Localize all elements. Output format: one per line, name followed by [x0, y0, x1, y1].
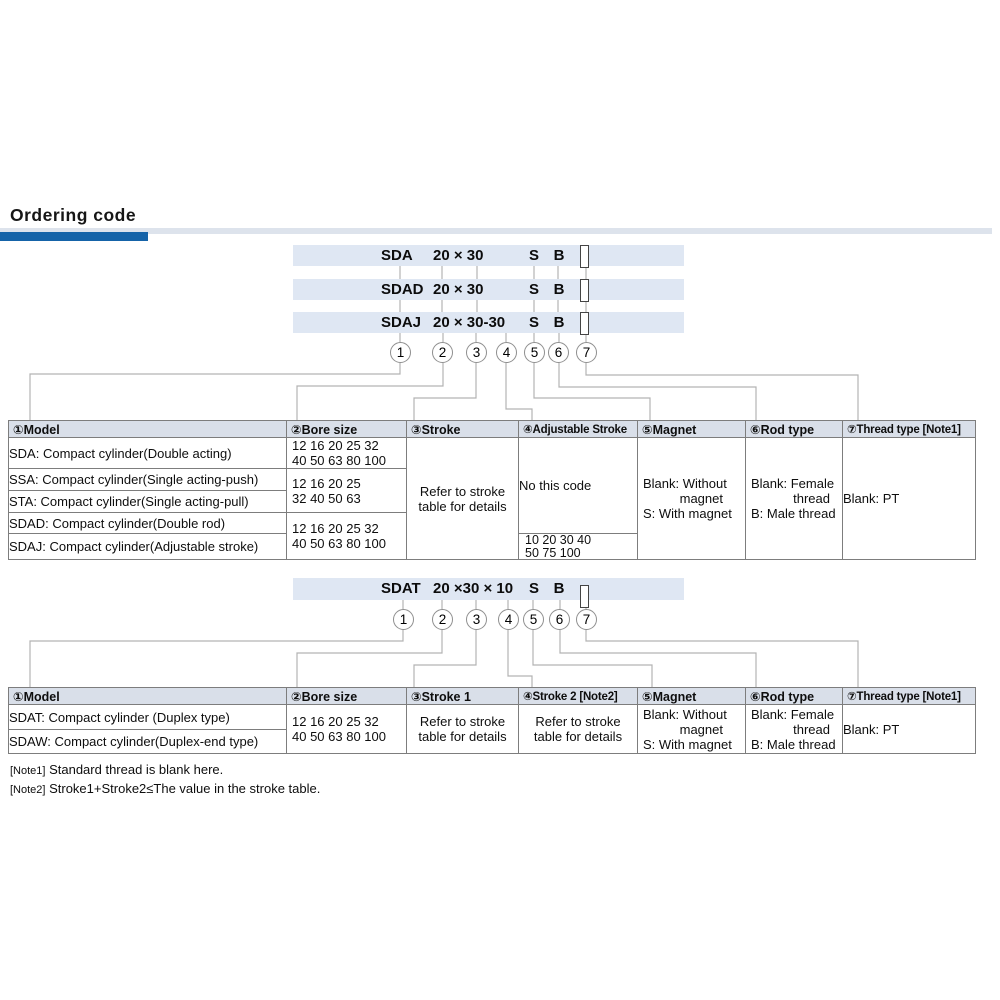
rod-line: Blank: Female: [751, 706, 835, 722]
code-rod: B: [553, 580, 565, 597]
page-title: Ordering code: [10, 205, 137, 225]
adj-line: 10 20 30 40: [525, 533, 592, 547]
col-header-stroke: ③Stroke: [407, 421, 519, 438]
position-circle-1: 1: [393, 609, 414, 630]
magnet-line: magnet: [679, 721, 723, 737]
col-header-magnet: ⑤Magnet: [638, 421, 746, 438]
col-header-bore: ②Bore size: [287, 421, 407, 438]
code-bar-sdad: [293, 279, 684, 300]
stroke-line: Refer to stroke: [535, 714, 621, 729]
code-model: SDA: [381, 247, 413, 264]
magnet-line: Blank: Without: [643, 476, 727, 491]
bore-sdad-sdaj: [287, 513, 407, 560]
adj-line: 50 75 100: [525, 545, 581, 560]
code-magnet: S: [528, 281, 539, 298]
code-rod: B: [553, 314, 565, 331]
note-2: [10, 781, 320, 796]
bore-line: 12 16 20 25 32: [292, 714, 379, 729]
note-tag: [Note1]: [10, 765, 46, 777]
thread-type-cell: Blank: PT: [843, 438, 976, 560]
position-circle-3: 3: [466, 342, 487, 363]
stroke-line: Refer to stroke: [419, 714, 506, 729]
model-sdat: SDAT: Compact cylinder (Duplex type): [9, 705, 287, 730]
rod-line: Blank: Female: [751, 476, 835, 491]
position-circle-7: 7: [576, 609, 597, 630]
col-header-magnet: ⑤Magnet: [638, 688, 746, 705]
ordering-table-1: [8, 420, 976, 560]
stroke2-cell: [519, 705, 638, 754]
stroke-line: table for details: [418, 498, 507, 514]
bore-line: 40 50 63 80 100: [292, 729, 386, 744]
code-bore-stroke: 20 × 30-30: [433, 314, 506, 331]
note-1: [10, 762, 223, 777]
ordering-table-2: [8, 687, 976, 754]
model-sda: SDA: Compact cylinder(Double acting): [9, 438, 287, 469]
code-bar-sdat: [293, 578, 684, 600]
code-rod: B: [553, 281, 565, 298]
code-model: SDAT: [381, 580, 421, 597]
code-magnet: S: [528, 314, 539, 331]
magnet-line: Blank: Without: [643, 706, 727, 722]
position-circle-5: 5: [523, 609, 544, 630]
stroke-line: Refer to stroke: [419, 483, 506, 499]
position-circle-6: 6: [548, 342, 569, 363]
blank-square-icon: [580, 245, 589, 268]
code-rod: B: [553, 247, 565, 264]
code-magnet: S: [528, 247, 539, 264]
model-sdaw: SDAW: Compact cylinder(Duplex-end type): [9, 730, 287, 754]
code-bore-stroke: 20 × 30: [433, 247, 484, 264]
title-underline-light: [0, 228, 992, 234]
col-header-bore: ②Bore size: [287, 688, 407, 705]
model-ssa: SSA: Compact cylinder(Single acting-push): [9, 469, 287, 491]
position-circle-7: 7: [576, 342, 597, 363]
position-circle-3: 3: [466, 609, 487, 630]
position-circle-6: 6: [549, 609, 570, 630]
code-magnet: S: [528, 580, 539, 597]
magnet-cell: [638, 438, 746, 560]
bore-line: 12 16 20 25: [292, 475, 361, 491]
code-bore-stroke: 20 × 30: [433, 281, 484, 298]
col-header-thread: ⑦Thread type [Note1]: [843, 688, 976, 705]
magnet-line: S: With magnet: [643, 736, 732, 752]
position-circle-4: 4: [498, 609, 519, 630]
thread-type-cell: Blank: PT: [843, 705, 976, 754]
adjustable-stroke-values: [519, 534, 638, 560]
col-header-model: ①Model: [9, 688, 287, 705]
note-tag: [Note2]: [10, 784, 46, 796]
bore-line: 12 16 20 25 32: [292, 438, 379, 453]
stroke1-cell: [407, 705, 519, 754]
code-bar-sdaj: [293, 312, 684, 333]
blank-square-icon: [580, 279, 589, 302]
col-header-model: ①Model: [9, 421, 287, 438]
bore-line: 12 16 20 25 32: [292, 521, 379, 536]
bore-line: 40 50 63 80 100: [292, 536, 386, 551]
rod-type-cell: [746, 705, 843, 754]
col-header-thread: ⑦Thread type [Note1]: [843, 421, 976, 438]
magnet-line: magnet: [679, 491, 723, 506]
note-text: Standard thread is blank here.: [45, 762, 224, 777]
rod-line: B: Male thread: [751, 736, 836, 752]
col-header-rod: ⑥Rod type: [746, 421, 843, 438]
position-circle-2: 2: [432, 342, 453, 363]
bore-cell: [287, 705, 407, 754]
note-text: Stroke1+Stroke2≤The value in the stroke table.: [45, 781, 321, 796]
model-sdaj: SDAJ: Compact cylinder(Adjustable stroke): [9, 534, 287, 560]
code-model: SDAJ: [381, 314, 422, 331]
stroke-cell: [407, 438, 519, 560]
stroke-line: table for details: [418, 729, 507, 744]
magnet-line: S: With magnet: [643, 506, 732, 521]
rod-line: thread: [793, 491, 830, 506]
stroke-line: table for details: [533, 729, 623, 744]
col-header-stroke2: ④Stroke 2 [Note2]: [519, 688, 638, 705]
position-circle-1: 1: [390, 342, 411, 363]
bore-sda: [287, 438, 407, 469]
position-circle-5: 5: [524, 342, 545, 363]
code-model: SDAD: [381, 281, 424, 298]
blank-square-icon: [580, 585, 589, 608]
position-circle-4: 4: [496, 342, 517, 363]
bore-line: 40 50 63 80 100: [292, 453, 386, 468]
blank-square-icon: [580, 312, 589, 335]
position-circle-2: 2: [432, 609, 453, 630]
bore-line: 32 40 50 63: [292, 490, 361, 506]
col-header-stroke1: ③Stroke 1: [407, 688, 519, 705]
rod-line: B: Male thread: [751, 506, 836, 521]
magnet-cell: [638, 705, 746, 754]
rod-line: thread: [793, 721, 830, 737]
col-header-adjustable-stroke: ④Adjustable Stroke: [519, 421, 638, 438]
adjustable-stroke-none: No this code: [519, 438, 638, 534]
col-header-rod: ⑥Rod type: [746, 688, 843, 705]
bore-ssa-sta: [287, 469, 407, 513]
title-underline-accent: [0, 232, 148, 241]
model-sta: STA: Compact cylinder(Single acting-pull): [9, 491, 287, 513]
rod-type-cell: [746, 438, 843, 560]
model-sdad: SDAD: Compact cylinder(Double rod): [9, 513, 287, 534]
code-bar-sda: [293, 245, 684, 266]
code-bore-stroke: 20 ×30 × 10: [433, 580, 514, 597]
